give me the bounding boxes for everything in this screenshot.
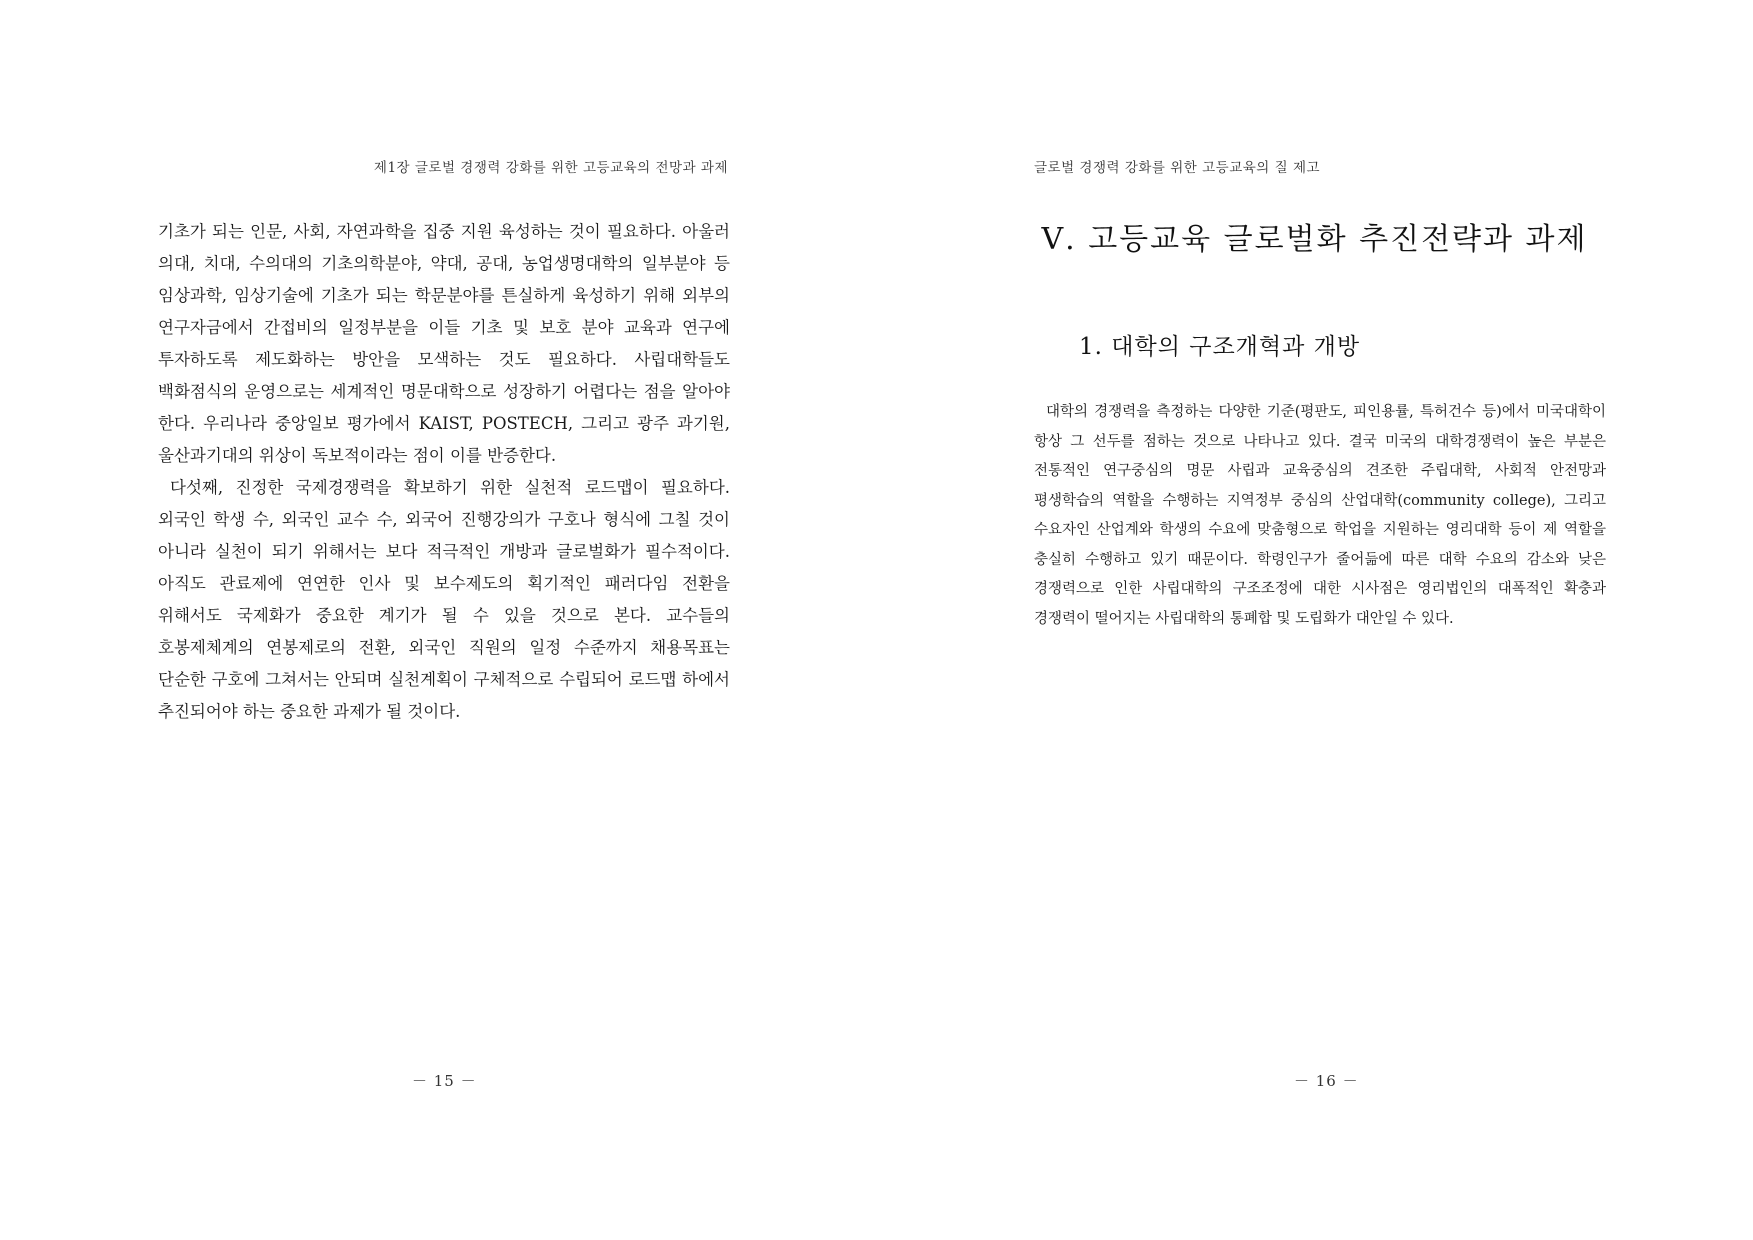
paragraph: 다섯째, 진정한 국제경쟁력을 확보하기 위한 실천적 로드맵이 필요하다. 외국인 학생 수, 외국인 교수 수, 외국어 진행강의가 구호나 형식에 그칠 것이 아니라 실천이 되기 위해서는 보다 적극적인 개방과 글로벌화가 필수적이다. 아직도 관료제에 연연한 인사 및 보수제도의 획기적인 패러다임 전환을 위해서도 국제화가 중요한 계기가 될 수 있을 것으로 본다. 교수들의 호봉제체계의 연봉제로의 전환, 외국인 직원의 일정 수준까지 채용목표는 단순한 구호에 그쳐서는 안되며 실천계획이 구체적으로 수립되어 로드맵 하에서 추진되어야 하는 중요한 과제가 될 것이다. (158, 478, 730, 721)
chapter-title: Ⅴ. 고등교육 글로벌화 추진전략과 과제 (1041, 222, 1588, 257)
right-page (876, 0, 1753, 1240)
left-page (0, 0, 876, 1240)
section-title: 1. 대학의 구조개혁과 개방 (1079, 334, 1361, 360)
page-number: － 16 － (1294, 1072, 1359, 1090)
body-text (158, 216, 730, 728)
paragraph: 기초가 되는 인문, 사회, 자연과학을 집중 지원 육성하는 것이 필요하다. 아울러 의대, 치대, 수의대의 기초의학분야, 약대, 공대, 농업생명대학의 일부분야 등 임상과학, 임상기술에 기초가 되는 학문분야를 튼실하게 육성하기 위해 외부의 연구자금에서 간접비의 일정부분을 이들 기초 및 보호 분야 교육과 연구에 투자하도록 제도화하는 방안을 모색하는 것도 필요하다. 사립대학들도 백화점식의 운영으로는 세계적인 명문대학으로 성장하기 어렵다는 점을 알아야 한다. 우리나라 중앙일보 평가에서 KAIST, POSTECH, 그리고 광주 과기원, 울산과기대의 위상이 독보적이라는 점이 이를 반증한다. (158, 222, 730, 465)
body-text (1034, 398, 1606, 634)
paragraph: 대학의 경쟁력을 측정하는 다양한 기준(평판도, 피인용률, 특허건수 등)에서 미국대학이 항상 그 선두를 점하는 것으로 나타나고 있다. 결국 미국의 대학경쟁력이 높은 부분은 전통적인 연구중심의 명문 사립과 교육중심의 견조한 주립대학, 사회적 안전망과 평생학습의 역할을 수행하는 지역정부 중심의 산업대학(community college), 그리고 수요자인 산업계와 학생의 수요에 맞춤형으로 학업을 지원하는 영리대학 등이 제 역할을 충실히 수행하고 있기 때문이다. 학령인구가 줄어듦에 따른 대학 수요의 감소와 낮은 경쟁력으로 인한 사립대학의 구조조정에 대한 시사점은 영리법인의 대폭적인 확충과 경쟁력이 떨어지는 사립대학의 통폐합 및 도립화가 대안일 수 있다. (1034, 404, 1606, 627)
running-header: 글로벌 경쟁력 강화를 위한 고등교육의 질 제고 (1034, 160, 1321, 176)
running-header: 제1장 글로벌 경쟁력 강화를 위한 고등교육의 전망과 과제 (373, 160, 728, 176)
page-number: － 15 － (412, 1072, 477, 1090)
